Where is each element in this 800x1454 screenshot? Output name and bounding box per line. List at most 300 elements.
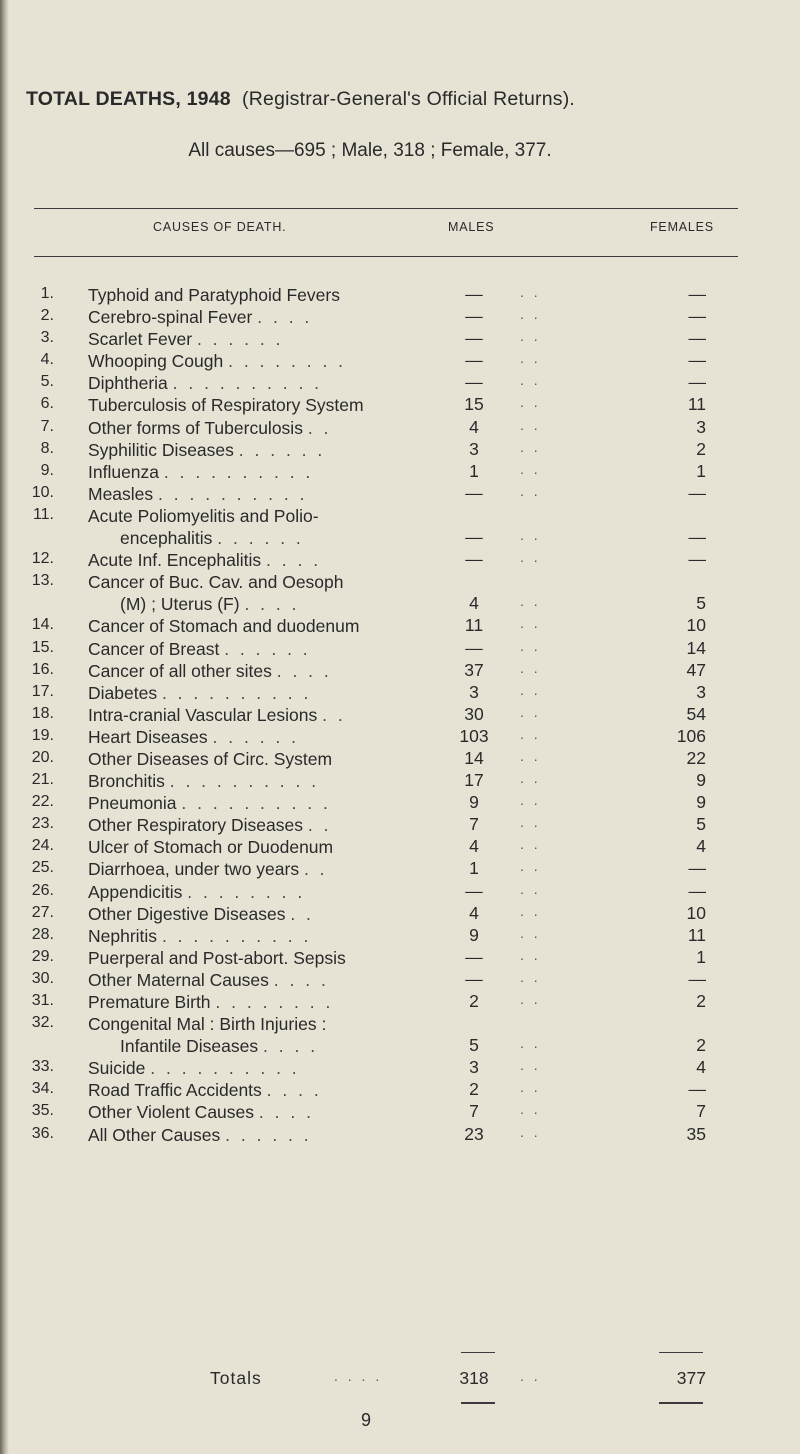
cause-cell — [88, 903, 433, 925]
cause-cell — [88, 770, 433, 792]
females-cell: 1 — [696, 946, 706, 967]
column-leader: . . — [520, 328, 541, 345]
cause-text: Pneumonia — [88, 793, 177, 814]
row-number: 27. — [31, 903, 54, 921]
cause-text: Cancer of Stomach and duodenum — [88, 616, 360, 637]
cause-leader: . . . . — [258, 1102, 314, 1123]
females-cell: — — [688, 284, 706, 304]
males-cell: 1 — [469, 460, 479, 481]
header-bottom-rule — [34, 256, 738, 257]
row-number: 28. — [31, 925, 54, 943]
cause-cell — [88, 836, 433, 858]
row-number: 35. — [31, 1102, 54, 1120]
table-row — [0, 306, 800, 328]
cause-text: Other Digestive Diseases — [88, 903, 286, 924]
table-row — [0, 858, 800, 880]
page-title — [26, 88, 796, 111]
females-cell: 2 — [696, 1035, 706, 1056]
cause-text: Diarrhoea, under two years — [88, 859, 300, 880]
cause-text-line2: Infantile Diseases — [120, 1036, 259, 1057]
cause-leader: . . . . . . . . . . — [161, 682, 312, 703]
cause-cell — [88, 660, 433, 682]
males-cell: — — [465, 946, 483, 967]
table-row — [0, 947, 800, 969]
column-leader: . . — [520, 1057, 541, 1074]
females-cell: 3 — [696, 416, 706, 437]
males-cell: — — [465, 527, 483, 548]
males-cell: 5 — [469, 1035, 479, 1056]
column-leader: . . — [520, 747, 541, 764]
header-top-rule — [34, 208, 738, 209]
totals-row — [0, 1368, 800, 1392]
column-leader: . . — [520, 350, 541, 367]
row-number: 30. — [31, 969, 54, 987]
column-leader: . . — [520, 306, 541, 323]
females-cell: 47 — [686, 659, 706, 680]
females-cell: — — [688, 968, 706, 989]
females-cell: 22 — [686, 747, 706, 768]
cause-text: Typhoid and Paratyphoid Fevers — [88, 285, 340, 305]
row-number: 22. — [31, 793, 54, 811]
column-leader: . . — [520, 615, 541, 632]
table-row — [0, 638, 800, 660]
table-row — [0, 505, 800, 549]
table-row — [0, 1124, 800, 1146]
column-leader: . . — [520, 394, 541, 411]
males-cell: 15 — [464, 394, 484, 415]
females-cell: — — [688, 858, 706, 879]
table-row — [0, 439, 800, 461]
females-cell: 14 — [686, 637, 706, 658]
column-leader: . . — [520, 814, 541, 831]
females-cell: — — [688, 482, 706, 503]
cause-text: Cancer of all other sites — [88, 660, 272, 681]
cause-text: Premature Birth — [88, 992, 211, 1012]
row-number: 34. — [31, 1080, 54, 1098]
cause-text-line2: encephalitis — [120, 528, 213, 549]
table-row — [0, 372, 800, 394]
table-row — [0, 792, 800, 814]
cause-text: All Other Causes — [88, 1124, 221, 1145]
cause-cell — [88, 284, 433, 306]
cause-leader: . . — [290, 903, 314, 924]
table-row — [0, 704, 800, 726]
cause-text: Road Traffic Accidents — [88, 1080, 262, 1101]
cause-cell — [88, 1079, 433, 1101]
cause-text: Acute Inf. Encephalitis — [88, 550, 262, 571]
cause-cell — [88, 1101, 433, 1123]
females-cell: 3 — [696, 681, 706, 702]
males-cell: 4 — [469, 836, 479, 857]
table-row — [0, 969, 800, 991]
header-females: FEMALES — [650, 220, 714, 234]
table-row — [0, 660, 800, 682]
females-cell: — — [688, 328, 706, 349]
column-leader: . . — [520, 1079, 541, 1096]
row-number: 11. — [32, 505, 54, 523]
cause-text: Other forms of Tuberculosis — [88, 417, 303, 438]
totals-middle-leader: . . — [520, 1368, 541, 1384]
cause-cell — [88, 417, 433, 439]
cause-text: Measles — [88, 483, 154, 504]
cause-leader: . . . . — [257, 307, 313, 328]
column-leader: . . — [520, 460, 541, 477]
cause-cell — [88, 549, 433, 571]
row-number: 1. — [40, 285, 54, 302]
females-cell: 10 — [686, 615, 706, 636]
cause-continuation — [88, 527, 433, 549]
row-number: 2. — [40, 307, 54, 325]
males-cell: 1 — [469, 858, 479, 879]
males-double-rule — [461, 1402, 495, 1404]
row-number: 33. — [31, 1058, 54, 1076]
females-cell: — — [688, 372, 706, 393]
males-cell: 2 — [469, 1079, 479, 1100]
row-number: 4. — [40, 351, 54, 369]
column-leader: . . — [520, 659, 541, 676]
cause-text: Intra-cranial Vascular Lesions — [88, 704, 318, 725]
cause-text: Syphilitic Diseases — [88, 439, 234, 460]
cause-text: Nephritis — [88, 925, 158, 946]
row-number: 16. — [31, 660, 54, 678]
males-cell: 4 — [469, 593, 479, 614]
cause-text: Cerebro-spinal Fever — [88, 307, 253, 328]
cause-leader: . . . . — [276, 660, 332, 681]
cause-text: Appendicitis — [88, 881, 183, 902]
females-cell: 9 — [696, 770, 706, 791]
row-number: 26. — [31, 881, 54, 899]
row-number: 7. — [40, 417, 54, 435]
column-leader: . . — [520, 1035, 541, 1052]
column-leader: . . — [520, 770, 541, 787]
cause-cell — [88, 1013, 433, 1057]
row-number: 14. — [31, 616, 54, 634]
cause-text: Scarlet Fever — [88, 329, 193, 350]
females-cell: 5 — [696, 814, 706, 835]
cause-text: Other Respiratory Diseases — [88, 815, 303, 836]
column-leader: . . — [520, 1101, 541, 1118]
cause-leader: . . — [303, 859, 328, 880]
females-total-rule — [659, 1352, 703, 1353]
cause-leader: . . . . — [266, 1080, 322, 1101]
cause-leader: . . . . . . — [225, 1124, 312, 1145]
page-number: 9 — [360, 1410, 371, 1430]
males-cell: — — [465, 482, 483, 503]
cause-cell — [88, 439, 433, 461]
cause-cell — [88, 483, 433, 505]
cause-continuation — [88, 1035, 433, 1057]
cause-cell — [88, 328, 433, 350]
cause-text: Diphtheria — [88, 373, 168, 394]
cause-cell — [88, 814, 433, 836]
row-number: 31. — [31, 992, 54, 1009]
males-cell: 11 — [464, 615, 484, 636]
row-number: 24. — [31, 837, 54, 855]
cause-cell — [88, 682, 433, 704]
females-cell: — — [688, 549, 706, 570]
table-row — [0, 394, 800, 416]
totals-males: 318 — [459, 1368, 489, 1388]
cause-cell — [88, 394, 433, 416]
males-cell: 103 — [459, 725, 489, 746]
table-row — [0, 483, 800, 505]
cause-leader: . . . . . . . . . . — [150, 1058, 300, 1079]
row-number: 13. — [31, 572, 54, 590]
females-cell: 9 — [696, 792, 706, 813]
cause-leader: . . . . . . . . . . — [181, 793, 331, 814]
row-number: 20. — [31, 748, 54, 766]
males-cell: — — [465, 968, 483, 989]
females-cell: 5 — [696, 593, 706, 614]
cause-text: Ulcer of Stomach or Duodenum — [88, 837, 334, 858]
title-main: TOTAL DEATHS, 1948 — [26, 88, 231, 110]
column-leader: . . — [520, 549, 541, 566]
cause-text: Other Maternal Causes — [88, 969, 269, 990]
cause-cell — [88, 505, 433, 549]
females-cell: 2 — [696, 991, 706, 1011]
cause-leader: . . . . . . — [238, 439, 326, 460]
females-cell: 1 — [696, 460, 706, 481]
column-leader: . . — [520, 725, 541, 742]
cause-cell — [88, 372, 433, 394]
cause-cell — [88, 461, 433, 483]
females-cell: — — [688, 1079, 706, 1100]
summary-line: All causes—695 ; Male, 318 ; Female, 377. — [188, 140, 552, 161]
females-cell: 11 — [687, 394, 706, 415]
females-double-rule — [659, 1402, 703, 1404]
cause-leader: . . — [322, 704, 346, 725]
table-row — [0, 726, 800, 748]
cause-cell — [88, 991, 433, 1013]
cause-cell — [88, 704, 433, 726]
row-number: 9. — [40, 461, 54, 479]
cause-text: Heart Diseases — [88, 726, 208, 747]
causes-table — [0, 284, 800, 1146]
cause-leader: . . . . . . — [212, 726, 299, 747]
females-cell: — — [688, 527, 706, 548]
males-cell: 3 — [469, 1057, 479, 1078]
column-leader: . . — [520, 946, 541, 963]
table-row — [0, 1057, 800, 1079]
cause-cell — [88, 1124, 433, 1146]
cause-leader: . . . . . . — [224, 638, 311, 659]
column-leader: . . — [520, 416, 541, 433]
cause-text: Puerperal and Post-abort. Sepsis — [88, 947, 346, 968]
table-row — [0, 571, 800, 615]
females-cell: — — [688, 350, 706, 371]
row-number: 18. — [31, 704, 54, 722]
males-cell: 3 — [469, 681, 479, 702]
row-number: 36. — [31, 1124, 54, 1142]
males-cell: 3 — [469, 438, 479, 459]
cause-leader: . . . . . . . . — [228, 351, 347, 372]
cause-text: Acute Poliomyelitis and Polio- — [88, 505, 319, 526]
females-cell: 2 — [696, 438, 706, 459]
cause-cell — [88, 350, 433, 372]
cause-text: Tuberculosis of Respiratory System — [88, 395, 364, 416]
row-number: 5. — [40, 373, 54, 391]
cause-cell — [88, 1057, 433, 1079]
females-cell: — — [688, 880, 706, 901]
column-leader: . . — [520, 372, 541, 389]
cause-leader: . . . . . . . . — [215, 992, 334, 1012]
row-number: 25. — [31, 859, 54, 877]
column-leader: . . — [520, 681, 541, 698]
row-number: 23. — [31, 815, 54, 833]
males-cell: 14 — [464, 747, 484, 768]
males-cell: 9 — [469, 924, 479, 945]
table-row — [0, 814, 800, 836]
females-cell: 7 — [696, 1101, 706, 1122]
row-number: 19. — [31, 726, 54, 744]
females-cell: — — [688, 306, 706, 327]
table-row — [0, 925, 800, 947]
males-cell: 37 — [464, 659, 484, 680]
column-leader: . . — [520, 858, 541, 875]
column-leader: . . — [520, 902, 541, 919]
table-row — [0, 350, 800, 372]
row-number: 15. — [31, 638, 54, 656]
males-cell: — — [465, 284, 483, 304]
row-number: 6. — [40, 395, 54, 413]
males-cell: 2 — [469, 991, 479, 1011]
row-number: 29. — [31, 947, 54, 965]
column-leader: . . — [520, 968, 541, 985]
table-row — [0, 881, 800, 903]
column-leader: . . — [520, 991, 541, 1007]
column-leader: . . — [520, 593, 541, 610]
column-leader: . . — [520, 482, 541, 499]
totals-label: Totals — [210, 1368, 262, 1388]
cause-text: Congenital Mal : Birth Injuries : — [88, 1014, 327, 1035]
cause-text: Suicide — [88, 1058, 146, 1079]
table-row — [0, 1079, 800, 1101]
males-cell: — — [465, 372, 483, 393]
table-row — [0, 770, 800, 792]
cause-text: Bronchitis — [88, 771, 165, 792]
column-leader: . . — [520, 703, 541, 720]
row-number: 10. — [31, 483, 54, 501]
row-number: 21. — [31, 771, 54, 789]
males-cell: 17 — [464, 770, 484, 791]
column-leader: . . — [520, 284, 541, 300]
cause-cell — [88, 858, 433, 880]
males-cell: 7 — [469, 1101, 479, 1122]
cause-cell — [88, 615, 433, 637]
cause-text: Other Diseases of Circ. System — [88, 748, 333, 769]
cause-text: Diabetes — [88, 682, 158, 703]
row-number: 32. — [31, 1014, 54, 1032]
column-leader: . . — [520, 792, 541, 809]
table-row — [0, 903, 800, 925]
males-cell: — — [465, 637, 483, 658]
column-leader: . . — [520, 924, 541, 941]
cause-leader: . . . . . . . . — [187, 881, 306, 902]
table-row — [0, 1101, 800, 1123]
cause-leader: . . . . . . . . . . — [172, 373, 323, 394]
cause-cell — [88, 638, 433, 660]
totals-females: 377 — [676, 1368, 706, 1388]
table-row — [0, 615, 800, 637]
cause-cell — [88, 925, 433, 947]
column-leader: . . — [520, 438, 541, 455]
females-cell: 4 — [696, 836, 706, 857]
totals-leader: . . . . — [334, 1368, 383, 1384]
males-cell: 30 — [464, 703, 484, 724]
row-number: 8. — [40, 439, 54, 457]
table-row — [0, 417, 800, 439]
cause-leader: . . . . . . . . . . — [163, 461, 314, 482]
row-number: 12. — [31, 550, 54, 568]
cause-text: Influenza — [88, 461, 160, 482]
males-cell: 9 — [469, 792, 479, 813]
cause-text-line2: (M) ; Uterus (F) — [120, 594, 240, 615]
cause-text: Whooping Cough — [88, 351, 224, 372]
cause-leader: . . . . — [244, 594, 300, 615]
row-number: 3. — [40, 329, 54, 347]
column-leader: . . — [520, 836, 541, 853]
column-leader: . . — [520, 527, 541, 544]
cause-cell — [88, 306, 433, 328]
cause-leader: . . . . . . . . . . — [161, 925, 312, 946]
cause-leader: . . . . — [266, 550, 322, 571]
column-leader: . . — [520, 880, 541, 897]
table-row — [0, 836, 800, 858]
cause-leader: . . . . . . . . . . — [169, 771, 320, 792]
table-row — [0, 284, 800, 306]
males-cell: — — [465, 350, 483, 371]
cause-cell — [88, 947, 433, 969]
title-source: (Registrar-General's Official Returns). — [242, 88, 576, 110]
cause-text: Other Violent Causes — [88, 1102, 255, 1123]
cause-text: Cancer of Buc. Cav. and Oesoph — [88, 572, 344, 593]
females-cell: 4 — [696, 1057, 706, 1078]
cause-continuation — [88, 593, 433, 615]
males-cell: 4 — [469, 416, 479, 437]
males-cell: 7 — [469, 814, 479, 835]
males-cell: — — [465, 306, 483, 327]
table-row — [0, 682, 800, 704]
table-row — [0, 328, 800, 350]
column-leader: . . — [520, 637, 541, 654]
header-causes: CAUSES OF DEATH. — [153, 220, 287, 234]
females-cell: 54 — [686, 703, 706, 724]
table-row — [0, 461, 800, 483]
females-cell: 11 — [687, 924, 706, 945]
cause-cell — [88, 571, 433, 615]
header-males: MALES — [448, 220, 495, 234]
row-number: 17. — [31, 682, 54, 700]
table-row — [0, 991, 800, 1013]
cause-leader: . . — [307, 417, 332, 438]
cause-leader: . . . . . . . . . . — [158, 483, 308, 504]
cause-cell — [88, 792, 433, 814]
table-row — [0, 1013, 800, 1057]
cause-leader: . . . . — [273, 969, 329, 990]
males-cell: — — [465, 328, 483, 349]
cause-cell — [88, 726, 433, 748]
cause-text: Cancer of Breast — [88, 638, 220, 659]
males-cell: 23 — [464, 1123, 484, 1144]
males-cell: — — [465, 880, 483, 901]
cause-leader: . . . . — [263, 1036, 319, 1057]
males-cell: — — [465, 549, 483, 570]
cause-cell — [88, 748, 433, 770]
females-cell: 10 — [686, 902, 706, 923]
males-total-rule — [461, 1352, 495, 1353]
males-cell: 4 — [469, 902, 479, 923]
cause-cell — [88, 881, 433, 903]
